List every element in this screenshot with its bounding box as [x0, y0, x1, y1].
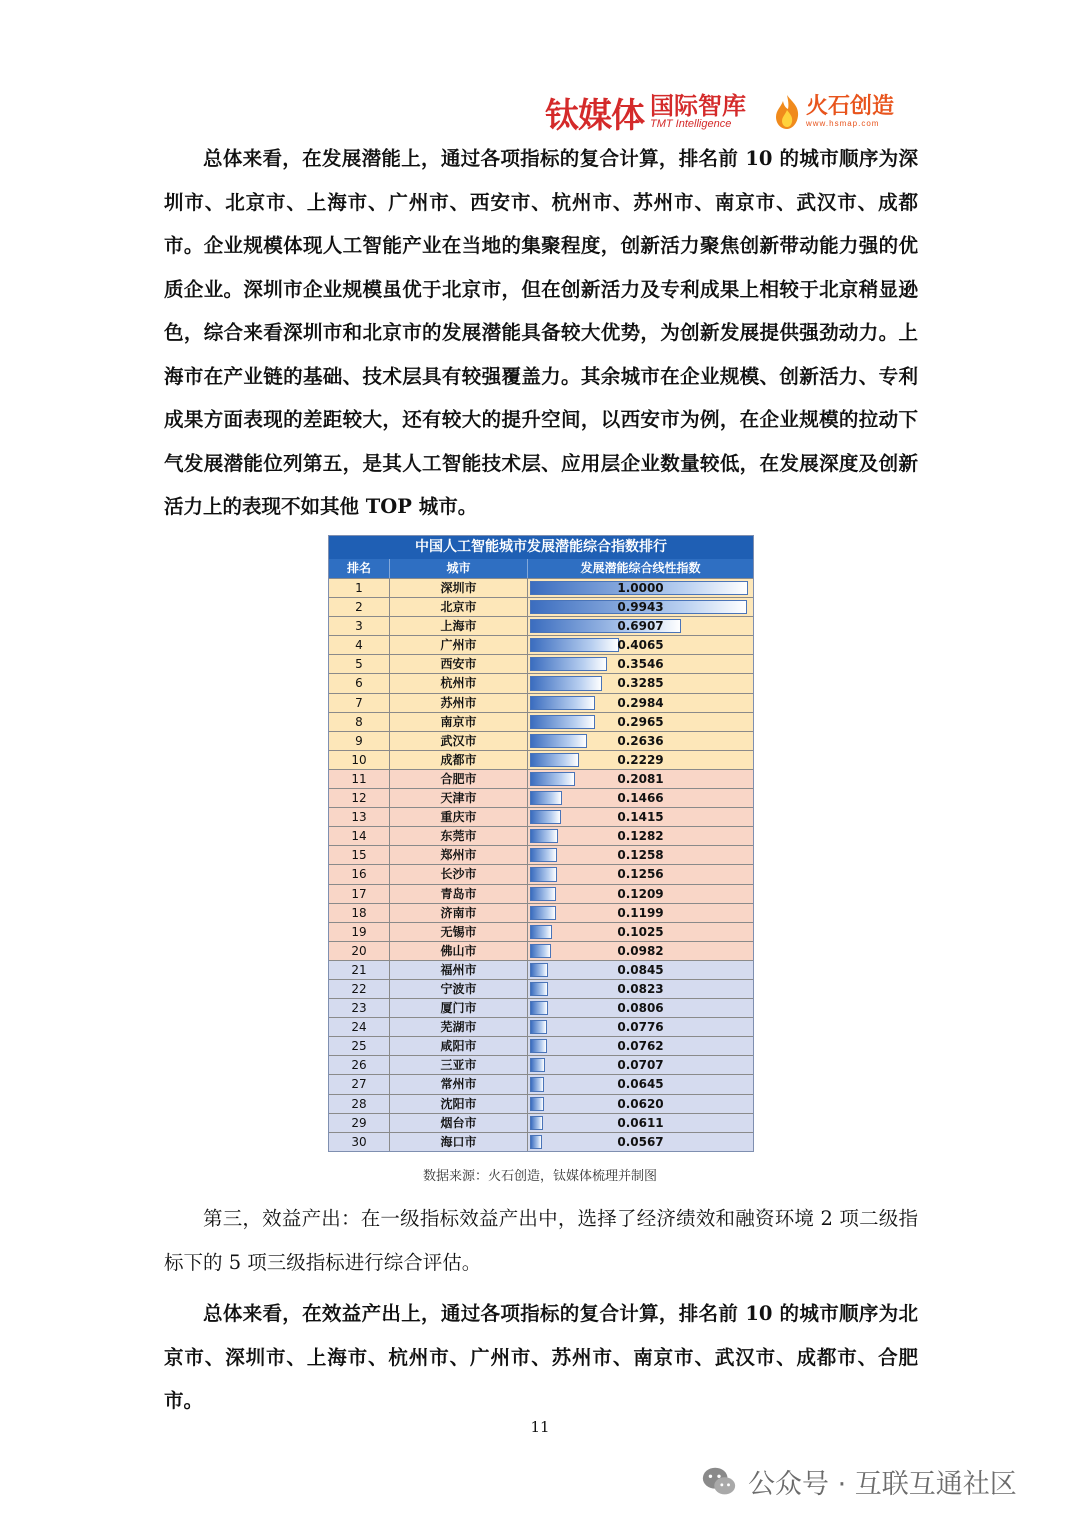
- index-value: 0.6907: [617, 619, 664, 634]
- index-value: 0.0982: [617, 943, 664, 958]
- table-title: 中国人工智能城市发展潜能综合指数排行: [329, 536, 753, 559]
- rank-cell: 14: [329, 827, 390, 845]
- index-value: 0.1209: [617, 886, 664, 901]
- city-cell: 上海市: [390, 617, 528, 635]
- table-header: [329, 559, 753, 578]
- table-row: [329, 979, 753, 998]
- index-cell: [528, 904, 753, 922]
- paragraph-summary-output: 总体来看，在效益产出上，通过各项指标的复合计算，排名前 10 的城市顺序为北京市、深圳市、上海市、杭州市、广州市、苏州市、南京市、武汉市、成都市、合肥市。: [164, 1302, 918, 1412]
- index-value: 0.1258: [617, 848, 664, 863]
- table-row: [329, 635, 753, 654]
- ranking-table: [328, 535, 754, 1152]
- table-row: [329, 903, 753, 922]
- table-row: [329, 769, 753, 788]
- index-value: 0.0762: [617, 1039, 664, 1054]
- paragraph-section-three: 第三，效益产出：在一级指标效益产出中，选择了经济绩效和融资环境 2 项二级指标下的 5 项三级指标进行综合评估。: [164, 1207, 918, 1274]
- city-cell: 广州市: [390, 636, 528, 654]
- city-cell: 成都市: [390, 751, 528, 769]
- table-row: [329, 693, 753, 712]
- index-cell: [528, 713, 753, 731]
- index-cell: [528, 674, 753, 692]
- index-value: 0.0620: [617, 1096, 664, 1111]
- index-value: 0.1466: [617, 791, 664, 806]
- rank-cell: 7: [329, 694, 390, 712]
- table-row: [329, 998, 753, 1017]
- index-cell: [528, 923, 753, 941]
- table-row: [329, 1132, 753, 1151]
- city-cell: 武汉市: [390, 732, 528, 750]
- rank-cell: 16: [329, 865, 390, 883]
- index-cell: [528, 732, 753, 750]
- city-cell: 咸阳市: [390, 1037, 528, 1055]
- city-cell: 杭州市: [390, 674, 528, 692]
- rank-cell: 25: [329, 1037, 390, 1055]
- index-cell: [528, 827, 753, 845]
- index-cell: [528, 846, 753, 864]
- index-cell: [528, 655, 753, 673]
- city-cell: 三亚市: [390, 1056, 528, 1074]
- city-cell: 无锡市: [390, 923, 528, 941]
- rank-cell: 2: [329, 598, 390, 616]
- table-row: [329, 1017, 753, 1036]
- header-index: 发展潜能综合线性指数: [580, 561, 701, 575]
- index-cell: [528, 617, 753, 635]
- watermark-text: 公众号 · 互联互通社区: [748, 1469, 1017, 1500]
- table-row: [329, 578, 753, 597]
- city-cell: 佛山市: [390, 942, 528, 960]
- rank-cell: 15: [329, 846, 390, 864]
- index-value: 0.1199: [617, 905, 664, 920]
- index-value: 0.0806: [617, 1001, 664, 1016]
- index-cell: [528, 999, 753, 1017]
- table-row: [329, 712, 753, 731]
- index-cell: [528, 598, 753, 616]
- table-body: [329, 578, 753, 1151]
- index-cell: [528, 1133, 753, 1151]
- rank-cell: 30: [329, 1133, 390, 1151]
- city-cell: 郑州市: [390, 846, 528, 864]
- index-cell: [528, 1037, 753, 1055]
- table-row: [329, 616, 753, 635]
- index-cell: [528, 942, 753, 960]
- city-cell: 长沙市: [390, 865, 528, 883]
- city-cell: 福州市: [390, 961, 528, 979]
- tmt-logo-sub-cn: 国际智库: [650, 92, 746, 120]
- city-cell: 天津市: [390, 789, 528, 807]
- rank-cell: 19: [329, 923, 390, 941]
- index-value: 0.0776: [617, 1020, 664, 1035]
- rank-cell: 11: [329, 770, 390, 788]
- index-cell: [528, 1114, 753, 1132]
- rank-cell: 22: [329, 980, 390, 998]
- rank-cell: 10: [329, 751, 390, 769]
- header-logos: [545, 88, 894, 136]
- rank-cell: 23: [329, 999, 390, 1017]
- index-value: 0.0567: [617, 1134, 664, 1149]
- index-cell: [528, 694, 753, 712]
- city-cell: 重庆市: [390, 808, 528, 826]
- rank-cell: 4: [329, 636, 390, 654]
- table-row: [329, 1055, 753, 1074]
- index-cell: [528, 865, 753, 883]
- index-value: 0.0845: [617, 962, 664, 977]
- table-row: [329, 788, 753, 807]
- city-cell: 苏州市: [390, 694, 528, 712]
- city-cell: 芜湖市: [390, 1018, 528, 1036]
- table-row: [329, 845, 753, 864]
- table-row: [329, 922, 753, 941]
- index-value: 0.2081: [617, 771, 664, 786]
- index-value: 0.3285: [617, 676, 664, 691]
- rank-cell: 29: [329, 1114, 390, 1132]
- rank-cell: 28: [329, 1095, 390, 1113]
- table-row: [329, 1036, 753, 1055]
- table-row: [329, 941, 753, 960]
- city-cell: 烟台市: [390, 1114, 528, 1132]
- table-row: [329, 654, 753, 673]
- index-value: 1.0000: [617, 581, 664, 595]
- hsmap-logo-cn: 火石创造: [806, 94, 895, 119]
- tmt-logo-sub-en: TMT Intelligence: [650, 118, 732, 130]
- index-value: 0.1415: [617, 810, 664, 825]
- table-row: [329, 1113, 753, 1132]
- rank-cell: 24: [329, 1018, 390, 1036]
- index-cell: [528, 885, 753, 903]
- watermark: [700, 1462, 1017, 1501]
- index-value: 0.9943: [617, 600, 664, 615]
- index-cell: [528, 751, 753, 769]
- index-cell: [528, 1018, 753, 1036]
- tmt-logo-sub: [650, 94, 746, 130]
- table-row: [329, 826, 753, 845]
- rank-cell: 3: [329, 617, 390, 635]
- hsmap-logo: [772, 94, 894, 130]
- city-cell: 沈阳市: [390, 1095, 528, 1113]
- city-cell: 南京市: [390, 713, 528, 731]
- table-row: [329, 960, 753, 979]
- hsmap-logo-text: [806, 96, 894, 128]
- city-cell: 宁波市: [390, 980, 528, 998]
- city-cell: 海口市: [390, 1133, 528, 1151]
- index-cell: [528, 980, 753, 998]
- index-cell: [528, 1095, 753, 1113]
- table-row: [329, 884, 753, 903]
- city-cell: 青岛市: [390, 885, 528, 903]
- index-value: 0.3546: [617, 657, 664, 672]
- rank-cell: 20: [329, 942, 390, 960]
- table-row: [329, 731, 753, 750]
- table-row: [329, 597, 753, 616]
- index-cell: [528, 636, 753, 654]
- rank-cell: 9: [329, 732, 390, 750]
- index-value: 0.2965: [617, 714, 664, 729]
- rank-cell: 26: [329, 1056, 390, 1074]
- city-cell: 合肥市: [390, 770, 528, 788]
- index-cell: [528, 579, 753, 597]
- table-row: [329, 750, 753, 769]
- index-value: 0.1256: [617, 867, 664, 882]
- figure-caption: 数据来源：火石创造，钛媒体梳理并制图: [422, 1169, 657, 1184]
- index-value: 0.0611: [617, 1115, 664, 1130]
- rank-cell: 1: [329, 579, 390, 597]
- index-value: 0.0645: [617, 1077, 664, 1092]
- index-value: 0.0823: [617, 981, 664, 996]
- tmt-logo: 钛媒体: [545, 95, 644, 136]
- index-cell: [528, 1075, 753, 1093]
- city-cell: 厦门市: [390, 999, 528, 1017]
- rank-cell: 8: [329, 713, 390, 731]
- wechat-icon: [700, 1463, 738, 1501]
- index-value: 0.4065: [617, 638, 664, 653]
- city-cell: 西安市: [390, 655, 528, 673]
- index-cell: [528, 789, 753, 807]
- index-cell: [528, 961, 753, 979]
- rank-cell: 27: [329, 1075, 390, 1093]
- city-cell: 济南市: [390, 904, 528, 922]
- rank-cell: 6: [329, 674, 390, 692]
- table-row: [329, 1094, 753, 1113]
- table-row: [329, 807, 753, 826]
- city-cell: 常州市: [390, 1075, 528, 1093]
- index-cell: [528, 808, 753, 826]
- city-cell: 深圳市: [390, 579, 528, 597]
- index-value: 0.1282: [617, 829, 664, 844]
- flame-icon: [772, 94, 802, 130]
- table-row: [329, 864, 753, 883]
- header-city: 城市: [390, 559, 528, 578]
- rank-cell: 18: [329, 904, 390, 922]
- index-cell: [528, 1056, 753, 1074]
- city-cell: 东莞市: [390, 827, 528, 845]
- index-value: 0.1025: [617, 924, 664, 939]
- table-row: [329, 1074, 753, 1093]
- rank-cell: 12: [329, 789, 390, 807]
- page-number: 11: [530, 1418, 550, 1436]
- index-value: 0.2636: [617, 733, 664, 748]
- index-value: 0.2229: [617, 752, 664, 767]
- rank-cell: 5: [329, 655, 390, 673]
- city-cell: 北京市: [390, 598, 528, 616]
- table-row: [329, 673, 753, 692]
- rank-cell: 17: [329, 885, 390, 903]
- hsmap-logo-url: www.hsmap.com: [806, 119, 880, 128]
- index-value: 0.2984: [617, 695, 664, 710]
- index-cell: [528, 770, 753, 788]
- header-rank: 排名: [329, 559, 390, 578]
- rank-cell: 13: [329, 808, 390, 826]
- paragraph-summary-potential: 总体来看，在发展潜能上，通过各项指标的复合计算，排名前 10 的城市顺序为深圳市、北京市、上海市、广州市、西安市、杭州市、苏州市、南京市、武汉市、成都市。企业规模体现人工智能产业在当地的集聚程度，创新活力聚焦创新带动能力强的优质企业。深圳市企业规模虽优于北京市，但在创新活力及专利成果上相较于北京稍显逊色，综合来看深圳市和北京市的发展潜能具备较大优势，为创新发展提供强劲动力。上海市在产业链的基础、技术层具有较强覆盖力。其余城市在企业规模、创新活力、专利成果方面表现的差距较大，还有较大的提升空间，以西安市为例，在企业规模的拉动下气发展潜能位列第五，是其人工智能技术层、应用层企业数量较低，在发展深度及创新活力上的表现不如其他 TOP 城市。: [164, 147, 918, 518]
- rank-cell: 21: [329, 961, 390, 979]
- index-value: 0.0707: [617, 1058, 664, 1073]
